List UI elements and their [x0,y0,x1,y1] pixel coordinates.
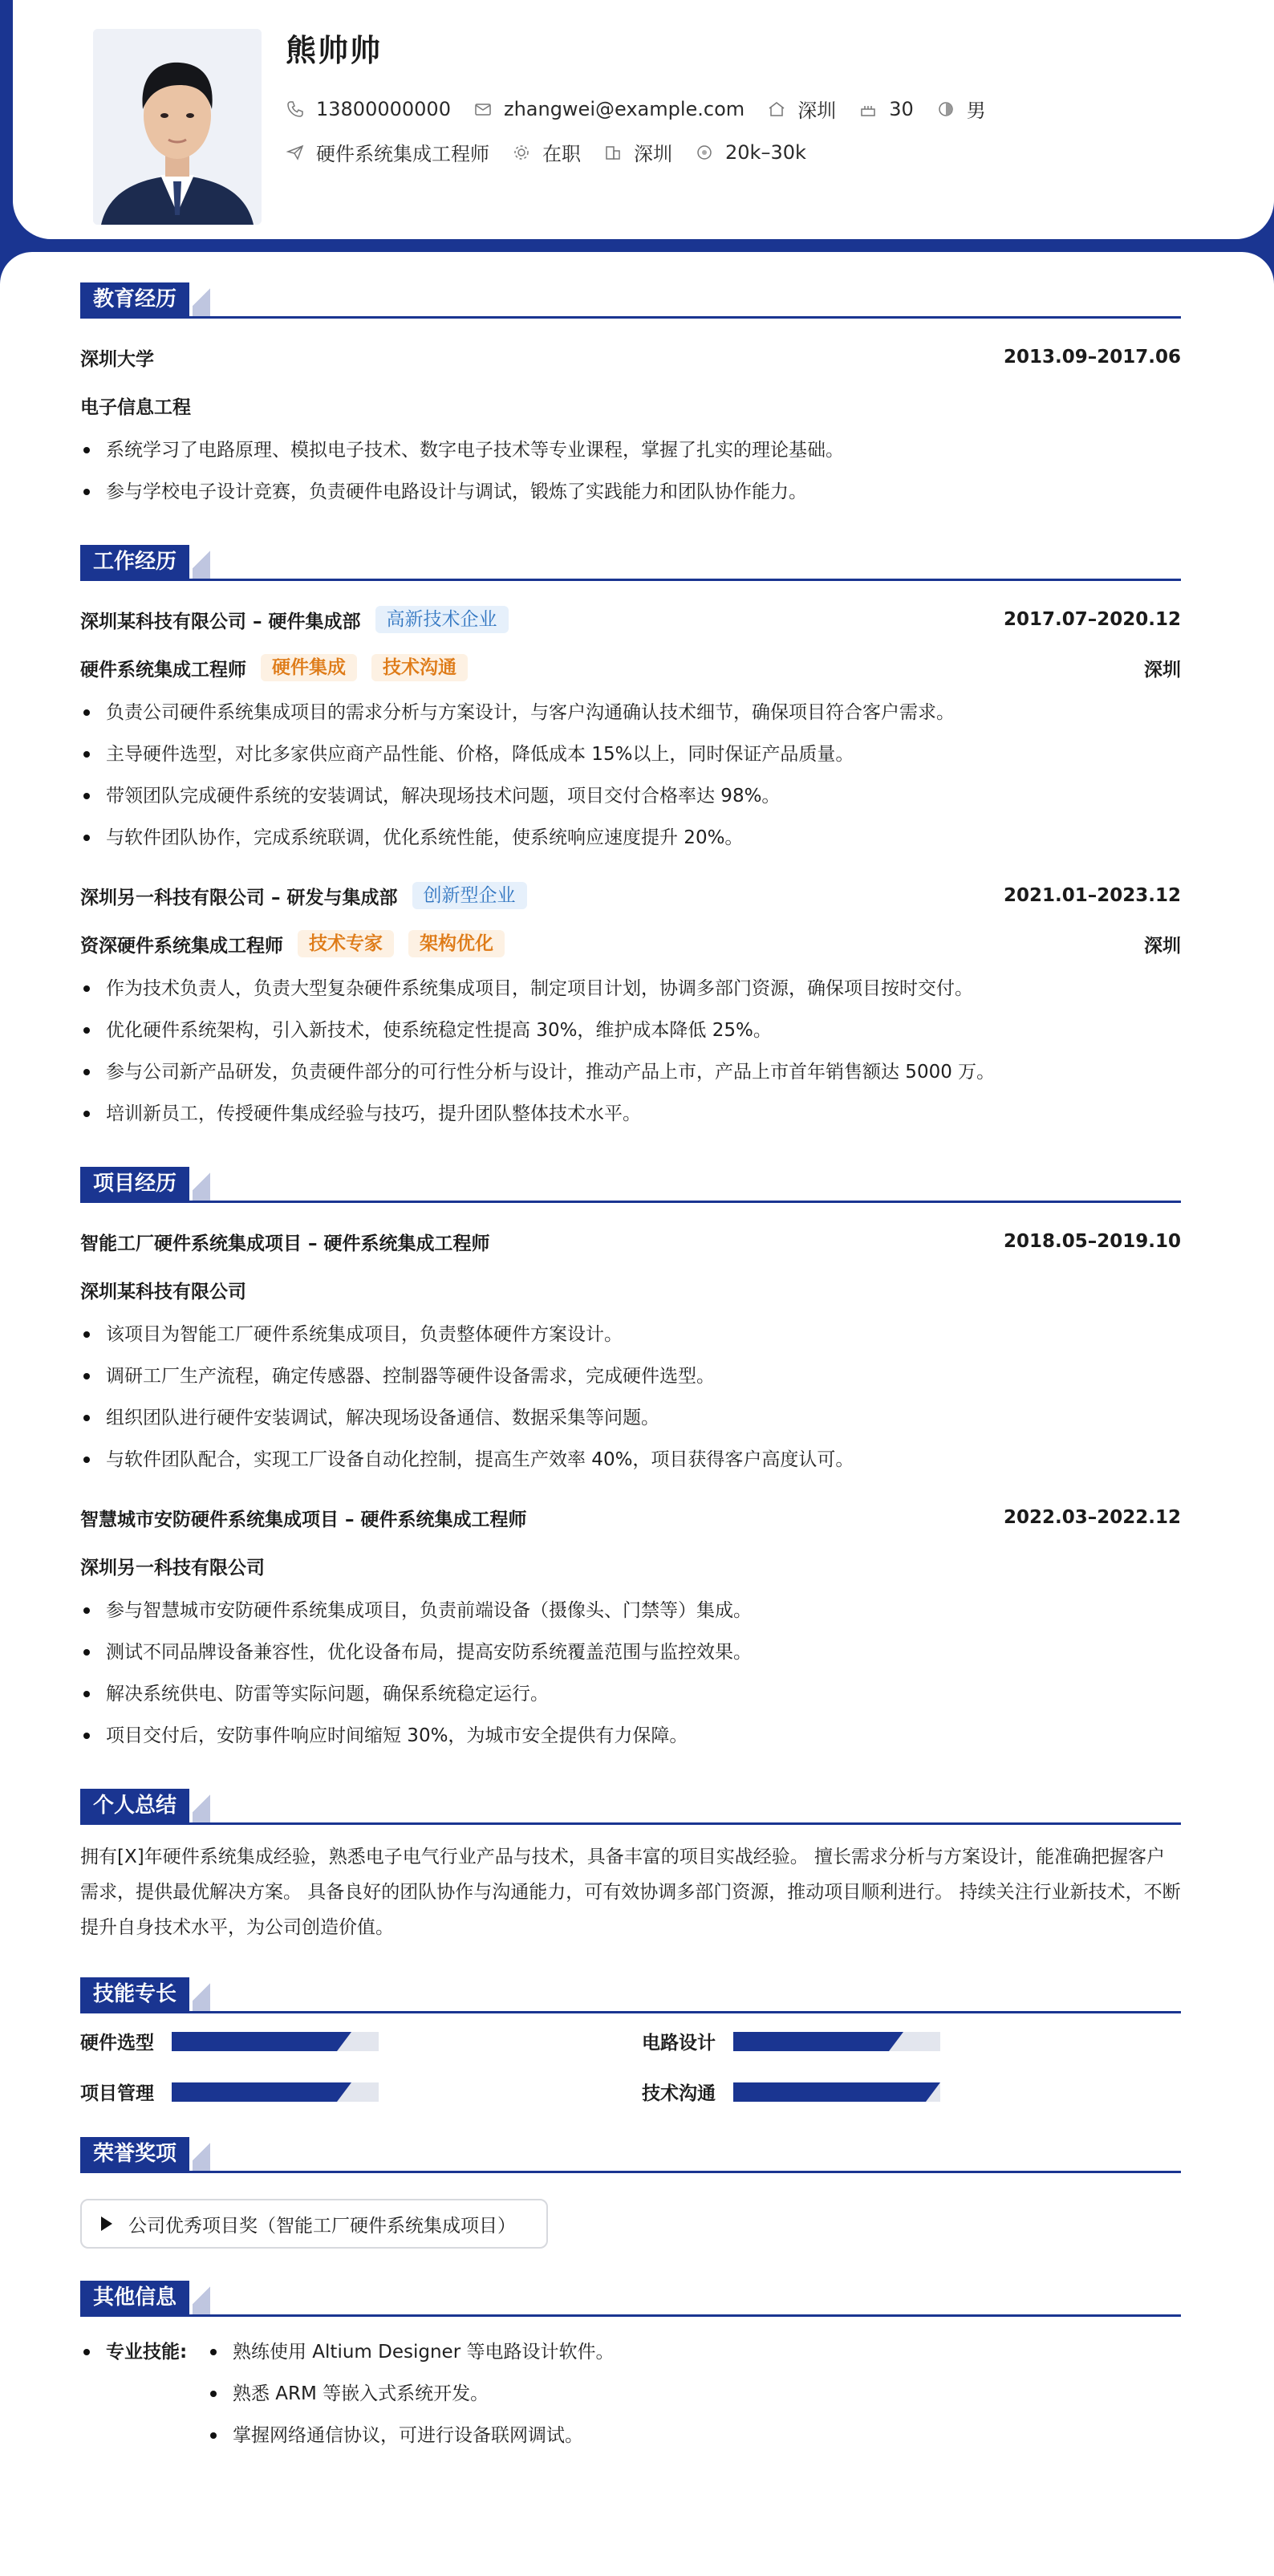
list-item: 调研工厂生产流程，确定传感器、控制器等硬件设备需求，完成硬件选型。 [80,1355,1181,1397]
list-item: 主导硬件选型，对比多家供应商产品性能、价格，降低成本 15%以上，同时保证产品质量。 [80,733,1181,775]
section-header [80,282,1181,319]
section-title: 荣誉奖项 [80,2137,189,2171]
skill-bar [733,2082,940,2102]
education-section [80,282,1181,513]
skill-bar [172,2032,379,2051]
salary-text: 20k–30k [725,140,806,164]
position-name: 资深硬件系统集成工程师 [80,935,283,957]
skill-label: 硬件选型 [80,2033,154,2054]
project-row [80,1493,1181,1542]
section-header [80,2137,1181,2173]
section-title-accent [193,282,210,316]
project-company-row [80,1542,1181,1590]
profile-header [13,0,1274,239]
section-title-accent [193,1167,210,1201]
major-row [80,381,1181,429]
skill-bar-fill [733,2082,926,2102]
skill-tag: 架构优化 [408,930,505,957]
section-header [80,1977,1181,2013]
company-name: 深圳另一科技有限公司 – 研发与集成部 [80,887,398,908]
section-title-accent [193,2281,210,2314]
work-period: 2017.07–2020.12 [1003,609,1181,630]
skill-bar-fill [172,2082,337,2102]
skill-item [80,2078,642,2105]
status-gear-icon [512,143,531,162]
project-period: 2022.03–2022.12 [1003,1507,1181,1528]
project-name: 智能工厂硬件系统集成项目 – 硬件系统集成工程师 [80,1233,490,1254]
skill-tag: 技术专家 [298,930,394,957]
company-tag: 高新技术企业 [375,606,509,633]
work-position-row [80,644,1181,692]
list-item: 组织团队进行硬件安装调试，解决现场设备通信、数据采集等问题。 [80,1397,1181,1439]
list-item: 带领团队完成硬件系统的安装调试，解决现场技术问题，项目交付合格率达 98%。 [80,775,1181,817]
project-company-row [80,1266,1181,1314]
hometown-item [767,95,836,123]
skill-bar-fill [733,2032,889,2051]
list-item: 熟练使用 Altium Designer 等电路设计软件。 [207,2331,614,2373]
list-item: 该项目为智能工厂硬件系统集成项目，负责整体硬件方案设计。 [80,1314,1181,1355]
send-icon [286,143,305,162]
hometown-text: 深圳 [797,100,837,122]
section-title: 其他信息 [80,2281,189,2314]
skill-item [642,2078,1181,2105]
project-bullets [80,1590,1181,1757]
salary-item [695,141,806,164]
skill-label: 电路设计 [642,2033,716,2054]
phone-text: 13800000000 [316,97,451,120]
email-icon [473,100,493,119]
age-item [858,98,914,120]
skill-tag: 硬件集成 [261,654,357,681]
job-title-item [286,138,489,166]
section-title-accent [193,545,210,579]
age-text: 30 [889,97,914,120]
list-item: 参与公司新产品研发，负责硬件部分的可行性分析与设计，推动产品上市，产品上市首年销售额达 5000 万。 [80,1051,1181,1093]
section-title: 技能专长 [80,1977,189,2011]
award-item[interactable] [80,2199,548,2249]
salary-icon [695,143,714,162]
work-period: 2021.01–2023.12 [1003,885,1181,906]
school-name: 深圳大学 [80,348,154,370]
project-period: 2018.05–2019.10 [1003,1231,1181,1252]
education-row [80,333,1181,381]
major-name: 电子信息工程 [80,396,191,418]
work-position-row [80,920,1181,968]
phone-icon [286,100,305,119]
phone-item [286,98,451,120]
project-bullets [80,1314,1181,1481]
email-text: zhangwei@example.com [503,97,745,120]
skill-label: 技术沟通 [642,2083,716,2104]
email-item [473,98,745,120]
list-item: 作为技术负责人，负责大型复杂硬件系统集成项目，制定项目计划，协调多部门资源，确保项目按时交付。 [80,968,1181,1010]
education-period: 2013.09–2017.06 [1003,347,1181,368]
skill-bar [172,2082,379,2102]
job-intent-row [286,138,829,166]
other-info [80,2331,1181,2456]
skill-item [80,2028,642,2054]
status-text: 在职 [542,143,581,165]
award-text: 公司优秀项目奖（智能工厂硬件系统集成项目） [128,2215,516,2237]
section-title: 项目经历 [80,1167,189,1201]
city-item [603,138,672,166]
section-title: 个人总结 [80,1789,189,1822]
avatar [93,29,262,225]
list-item: 与软件团队协作，完成系统联调，优化系统性能，使系统响应速度提升 20%。 [80,817,1181,859]
section-title: 教育经历 [80,282,189,316]
list-item: 系统学习了电路原理、模拟电子技术、数字电子技术等专业课程，掌握了扎实的理论基础。 [80,429,1181,471]
skill-bar-fill [172,2032,337,2051]
list-item: 参与智慧城市安防硬件系统集成项目，负责前端设备（摄像头、门禁等）集成。 [80,1590,1181,1631]
work-bullets [80,968,1181,1135]
other-bullets [207,2331,614,2456]
gender-item [936,95,986,123]
section-header [80,545,1181,581]
list-item: 优化硬件系统架构，引入新技术，使系统稳定性提高 30%，维护成本降低 25%。 [80,1010,1181,1051]
list-item: 负责公司硬件系统集成项目的需求分析与方案设计，与客户沟通确认技术细节，确保项目符合客户需求。 [80,692,1181,733]
position-name: 硬件系统集成工程师 [80,659,246,681]
company-tag: 创新型企业 [412,882,527,909]
education-bullets [80,429,1181,513]
skills-grid [80,2028,1181,2105]
resume-body [0,252,1274,2576]
skill-label: 项目管理 [80,2083,154,2104]
building-icon [603,143,623,162]
gender-text: 男 [966,100,986,122]
list-item: 掌握网络通信协议，可进行设备联网调试。 [207,2415,614,2456]
gender-icon [936,100,956,119]
list-item: 测试不同品牌设备兼容性，优化设备布局，提高安防系统覆盖范围与监控效果。 [80,1631,1181,1673]
list-item: 参与学校电子设计竞赛，负责硬件电路设计与调试，锻炼了实践能力和团队协作能力。 [80,471,1181,513]
summary-text: 拥有[X]年硬件系统集成经验，熟悉电子电气行业产品与技术，具备丰富的项目实战经验。 擅长需求分析与方案设计，能准确把握客户需求，提供最优解决方案。 具备良好的团队协作与沟通能力，可有效协调多部门资源，推动项目顺利进行。 持续关注行业新技术，不断提升自身技术水平，为公司创造价值。 [80,1847,1181,1938]
project-company: 深圳另一科技有限公司 [80,1557,265,1579]
list-item: 与软件团队配合，实现工厂设备自动化控制，提高生产效率 40%，项目获得客户高度认可。 [80,1439,1181,1481]
work-location: 深圳 [1144,935,1181,957]
section-title-accent [193,2137,210,2171]
project-row [80,1217,1181,1266]
awards-section [80,2137,1181,2249]
skill-item [642,2028,1181,2054]
status-item [512,138,581,166]
summary-section [80,1789,1181,1945]
contact-row [286,95,1008,123]
project-name: 智慧城市安防硬件系统集成项目 – 硬件系统集成工程师 [80,1509,527,1530]
section-title-accent [193,1789,210,1822]
work-company-row [80,872,1181,920]
skill-bar [733,2032,940,2051]
list-item: 培训新员工，传授硬件集成经验与技巧，提升团队整体技术水平。 [80,1093,1181,1135]
section-title: 工作经历 [80,545,189,579]
section-header [80,1167,1181,1203]
section-title-accent [193,1977,210,2011]
caret-right-icon [101,2216,112,2231]
projects-section [80,1167,1181,1757]
project-company: 深圳某科技有限公司 [80,1281,246,1302]
skills-section [80,1977,1181,2105]
list-item: 熟悉 ARM 等嵌入式系统开发。 [207,2373,614,2415]
list-item: 项目交付后，安防事件响应时间缩短 30%，为城市安全提供有力保障。 [80,1715,1181,1757]
company-name: 深圳某科技有限公司 – 硬件集成部 [80,611,361,632]
section-header [80,2281,1181,2317]
skill-tag: 技术沟通 [371,654,468,681]
work-location: 深圳 [1144,659,1181,681]
candidate-name: 熊帅帅 [286,33,383,68]
other-section [80,2281,1181,2456]
other-key: 专业技能: [80,2331,207,2456]
list-item: 解决系统供电、防雷等实际问题，确保系统稳定运行。 [80,1673,1181,1715]
city-text: 深圳 [634,143,672,165]
section-header [80,1789,1181,1825]
cake-icon [858,100,878,119]
home-icon [767,100,786,119]
job-title-text: 硬件系统集成工程师 [316,143,489,165]
work-company-row [80,595,1181,644]
work-section [80,545,1181,1135]
avatar-portrait-icon [93,29,262,225]
work-bullets [80,692,1181,859]
